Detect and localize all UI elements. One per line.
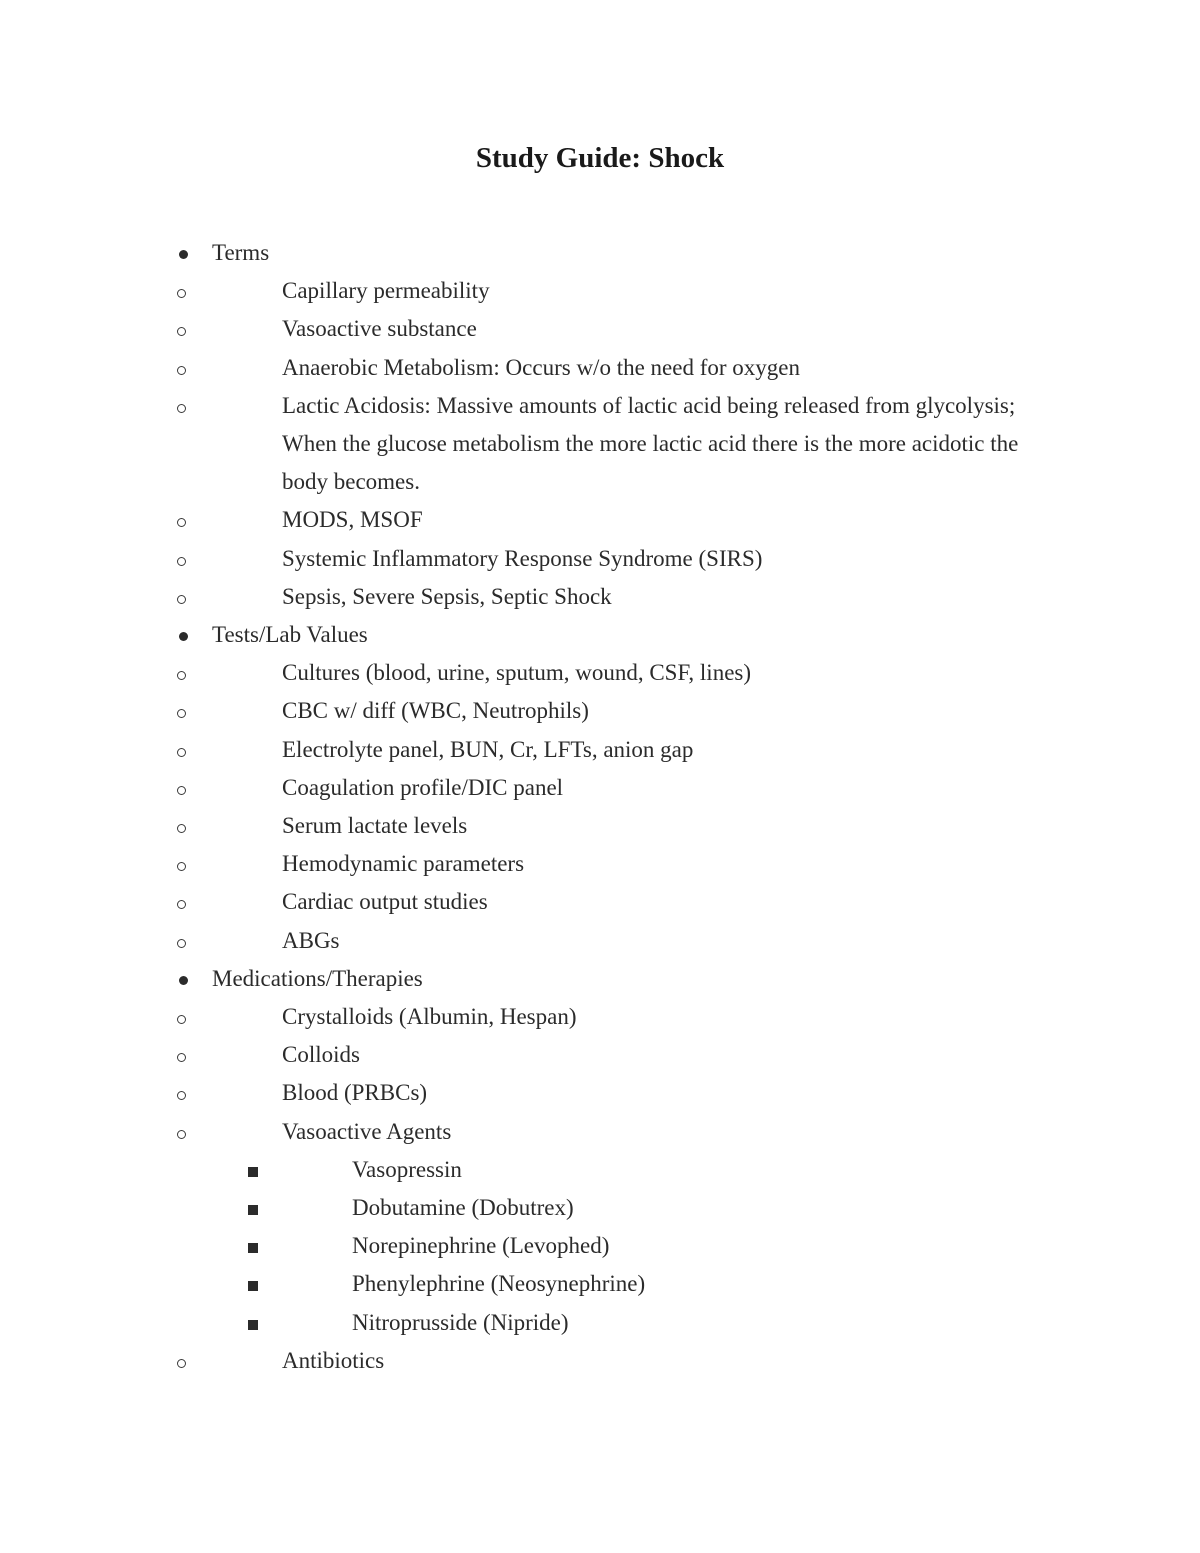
- list-item: [282, 1304, 1200, 1342]
- list-item: [212, 1113, 1200, 1342]
- circle-bullet-icon: [177, 671, 186, 680]
- list-item: [212, 769, 1200, 807]
- item-text: Lactic Acidosis: Massive amounts of lactic acid being released from glycolysis; When the glucose metabolism the more lactic acid there is the more acidotic the body becomes.: [282, 392, 1019, 495]
- list-item: [212, 922, 1200, 960]
- circle-bullet-icon: [177, 1359, 186, 1368]
- circle-bullet-icon: [177, 862, 186, 871]
- list-item: [282, 1151, 1200, 1189]
- item-text: Blood (PRBCs): [282, 1080, 428, 1106]
- square-bullet-icon: [248, 1320, 258, 1330]
- item-text: Norepinephrine (Levophed): [352, 1233, 610, 1259]
- page-title: Study Guide: Shock: [475, 142, 725, 174]
- list-item: [282, 1189, 1200, 1227]
- circle-bullet-icon: [177, 557, 186, 566]
- item-text: Dobutamine (Dobutrex): [352, 1195, 574, 1221]
- circle-bullet-icon: [177, 824, 186, 833]
- list-item: [212, 387, 1200, 502]
- section-label: Medications/Therapies: [212, 965, 423, 991]
- disc-bullet-icon: [179, 632, 188, 641]
- circle-bullet-icon: [177, 404, 186, 413]
- circle-bullet-icon: [177, 327, 186, 336]
- item-text: CBC w/ diff (WBC, Neutrophils): [282, 698, 589, 724]
- item-text: Capillary permeability: [282, 278, 490, 304]
- list-item: [282, 1265, 1200, 1303]
- circle-bullet-icon: [177, 1130, 186, 1139]
- list-item: [212, 1074, 1200, 1112]
- circle-bullet-icon: [177, 709, 186, 718]
- sublist: [212, 272, 1200, 616]
- square-bullet-icon: [248, 1205, 258, 1215]
- item-text: Anaerobic Metabolism: Occurs w/o the need for oxygen: [282, 354, 800, 380]
- sub-sublist: [282, 1151, 1200, 1342]
- item-text: Phenylephrine (Neosynephrine): [352, 1271, 646, 1297]
- list-item: [212, 1342, 1200, 1380]
- sublist: [212, 998, 1200, 1380]
- circle-bullet-icon: [177, 939, 186, 948]
- square-bullet-icon: [248, 1167, 258, 1177]
- circle-bullet-icon: [177, 786, 186, 795]
- item-text: Systemic Inflammatory Response Syndrome (SIRS): [282, 545, 763, 571]
- item-text: Vasopressin: [352, 1156, 462, 1182]
- list-item: [212, 845, 1200, 883]
- list-item: [212, 349, 1200, 387]
- item-text: ABGs: [282, 927, 340, 953]
- list-item: [212, 883, 1200, 921]
- sublist: [212, 654, 1200, 960]
- list-item: [282, 1227, 1200, 1265]
- item-text: Coagulation profile/DIC panel: [282, 774, 564, 800]
- circle-bullet-icon: [177, 1015, 186, 1024]
- item-text: Serum lactate levels: [282, 813, 468, 839]
- square-bullet-icon: [248, 1243, 258, 1253]
- circle-bullet-icon: [177, 366, 186, 375]
- section-medications-therapies: [0, 960, 1200, 1380]
- list-item: [212, 501, 1200, 539]
- square-bullet-icon: [248, 1281, 258, 1291]
- item-text: Cardiac output studies: [282, 889, 488, 915]
- circle-bullet-icon: [177, 1053, 186, 1062]
- item-text: MODS, MSOF: [282, 507, 423, 533]
- section-terms: [0, 234, 1200, 616]
- item-text: Antibiotics: [282, 1347, 385, 1373]
- circle-bullet-icon: [177, 595, 186, 604]
- circle-bullet-icon: [177, 1091, 186, 1100]
- list-item: [212, 1036, 1200, 1074]
- list-item: [212, 654, 1200, 692]
- item-text: Nitroprusside (Nipride): [352, 1309, 569, 1335]
- list-item: [212, 998, 1200, 1036]
- circle-bullet-icon: [177, 518, 186, 527]
- circle-bullet-icon: [177, 900, 186, 909]
- disc-bullet-icon: [179, 250, 188, 259]
- section-tests-lab-values: [0, 616, 1200, 960]
- circle-bullet-icon: [177, 748, 186, 757]
- list-item: [212, 807, 1200, 845]
- item-text: Vasoactive substance: [282, 316, 477, 342]
- list-item: [212, 272, 1200, 310]
- section-label: Terms: [212, 240, 270, 265]
- disc-bullet-icon: [179, 976, 188, 985]
- list-item: [212, 731, 1200, 769]
- circle-bullet-icon: [177, 289, 186, 298]
- item-text: Colloids: [282, 1042, 360, 1068]
- item-text: Cultures (blood, urine, sputum, wound, CSF, lines): [282, 660, 752, 686]
- list-item: [212, 310, 1200, 348]
- list-item: [212, 578, 1200, 616]
- item-text: Vasoactive Agents: [282, 1118, 452, 1144]
- section-label: Tests/Lab Values: [212, 622, 368, 648]
- item-text: Electrolyte panel, BUN, Cr, LFTs, anion gap: [282, 736, 694, 762]
- outline-list: [0, 234, 1200, 1380]
- item-text: Crystalloids (Albumin, Hespan): [282, 1004, 577, 1030]
- item-text: Hemodynamic parameters: [282, 851, 525, 877]
- item-text: Sepsis, Severe Sepsis, Septic Shock: [282, 583, 612, 609]
- list-item: [212, 540, 1200, 578]
- list-item: [212, 692, 1200, 730]
